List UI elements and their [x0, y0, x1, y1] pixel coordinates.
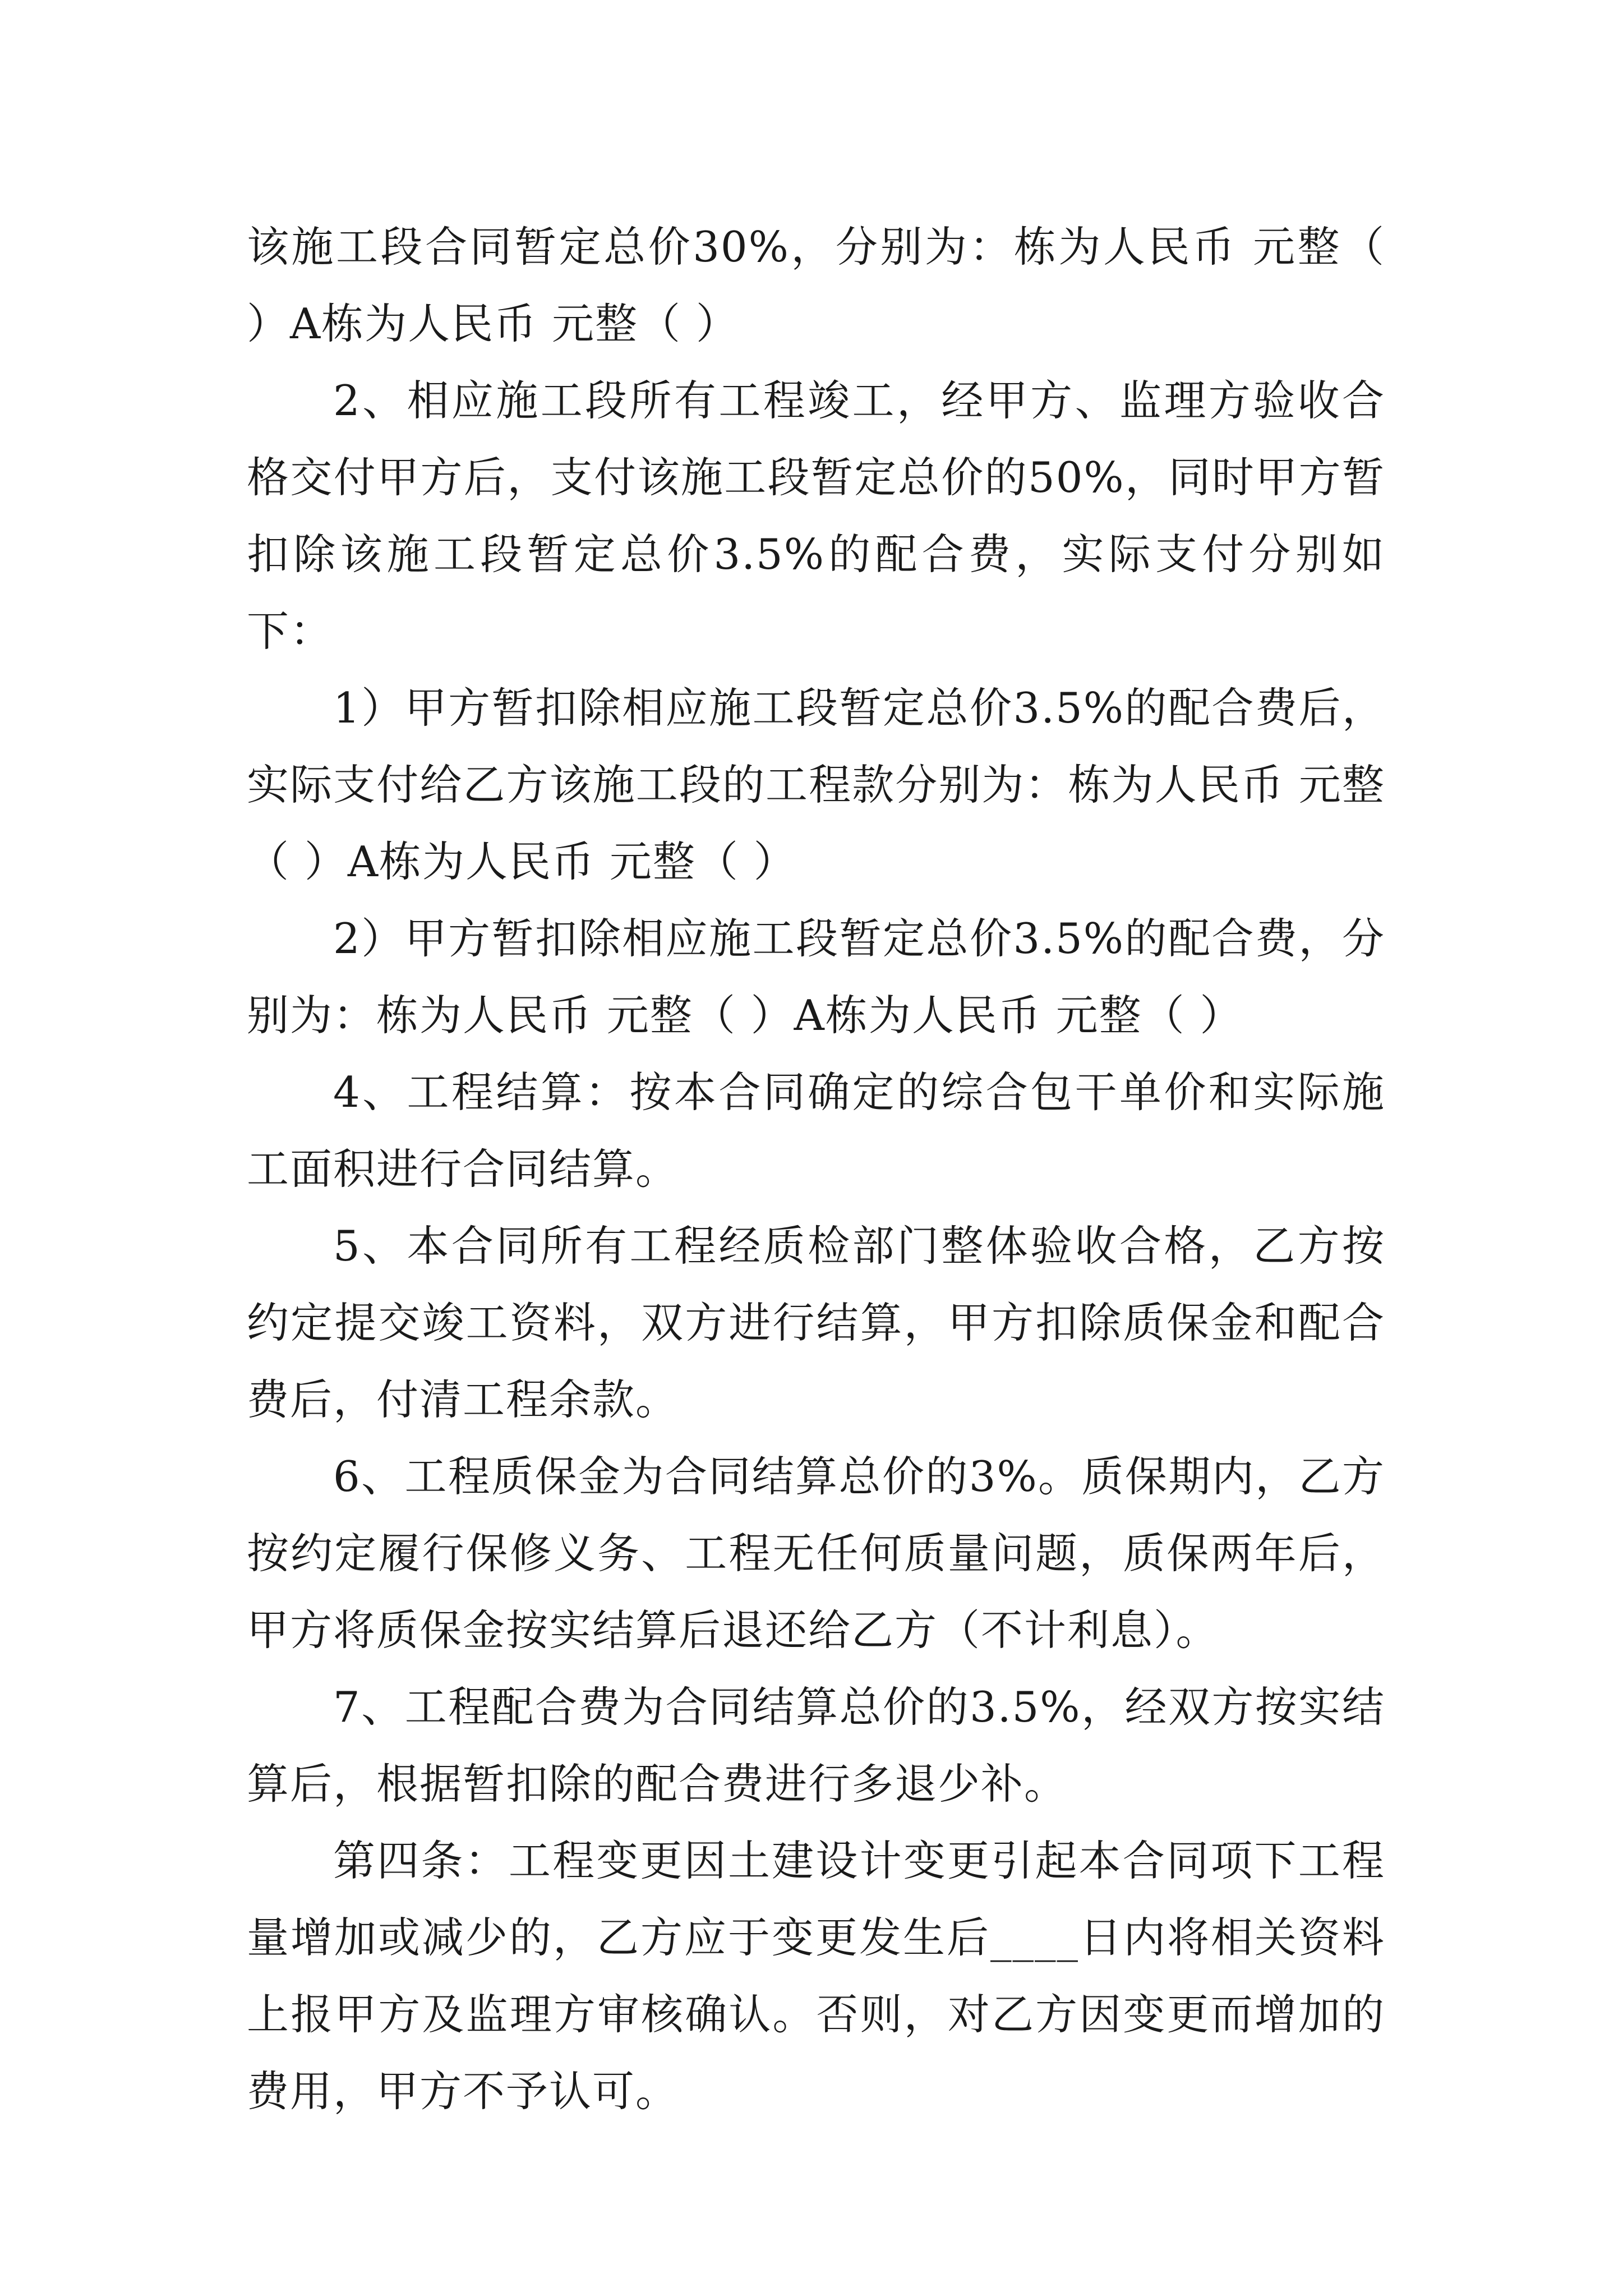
- paragraph-clause-6: 6、工程质保金为合同结算总价的3%。质保期内，乙方按约定履行保修义务、工程无任何质量问题，质保两年后，甲方将质保金按实结算后退还给乙方（不计利息）。: [247, 1452, 1385, 1655]
- paragraph-clause-2: 2、相应施工段所有工程竣工，经甲方、监理方验收合格交付甲方后，支付该施工段暂定总价的50%，同时甲方暂扣除该施工段暂定总价3.5%的配合费，实际支付分别如下：: [247, 376, 1385, 656]
- paragraph-clause-4: 4、工程结算：按本合同确定的综合包干单价和实际施工面积进行合同结算。: [247, 1068, 1385, 1194]
- paragraph-clause-7: 7、工程配合费为合同结算总价的3.5%，经双方按实结算后，根据暂扣除的配合费进行多退少补。: [247, 1682, 1385, 1809]
- paragraph-clause-5: 5、本合同所有工程经质检部门整体验收合格，乙方按约定提交竣工资料，双方进行结算，甲方扣除质保金和配合费后，付清工程余款。: [247, 1221, 1385, 1424]
- paragraph-clause-2-2: 2）甲方暂扣除相应施工段暂定总价3.5%的配合费，分别为：栋为人民币 元整（ ）A栋为人民币 元整（ ）: [247, 914, 1385, 1040]
- paragraph-article-4: 第四条：工程变更因土建设计变更引起本合同项下工程量增加或减少的，乙方应于变更发生后____日内将相关资料上报甲方及监理方审核确认。否则，对乙方因变更而增加的费用，甲方不予认可。: [247, 1836, 1385, 2116]
- paragraph-payment-split: 该施工段合同暂定总价30%，分别为：栋为人民币 元整（ ）A栋为人民币 元整（ ）: [247, 222, 1385, 348]
- paragraph-clause-2-1: 1）甲方暂扣除相应施工段暂定总价3.5%的配合费后，实际支付给乙方该施工段的工程款分别为：栋为人民币 元整（ ）A栋为人民币 元整（ ）: [247, 683, 1385, 886]
- document-body: [247, 209, 1385, 2130]
